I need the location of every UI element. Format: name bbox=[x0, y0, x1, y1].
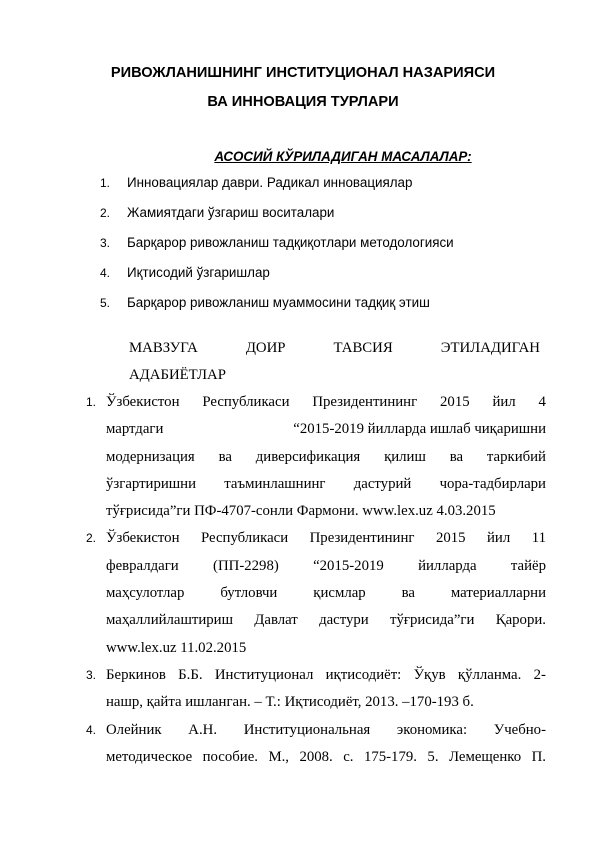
reference-word: тўғрисида”ги ПФ-4707-сонли Фармони. www.lex.uz 4.03.2015 bbox=[106, 503, 496, 520]
heading-word: ЭТИЛАДИГАН bbox=[440, 340, 540, 356]
reference-word: Ўзбекистон bbox=[106, 530, 180, 547]
reference-word: М., bbox=[268, 748, 289, 765]
reference-word: пособие. bbox=[202, 748, 258, 765]
reference-word: чора-тадбирлари bbox=[439, 475, 546, 492]
list-item-number: 4. bbox=[100, 266, 111, 280]
reference-word: (ПП-2298) bbox=[213, 557, 279, 574]
list-item bbox=[100, 288, 454, 318]
reference-word: Давлат bbox=[254, 612, 298, 629]
references-heading-line-2: АДАБИЁТЛАР bbox=[129, 367, 226, 383]
reference-word: мартдаги bbox=[106, 421, 164, 438]
heading-word: ДОИР bbox=[245, 340, 286, 356]
reference-word: с. bbox=[343, 748, 354, 765]
reference-word: қилиш bbox=[384, 448, 426, 465]
reference-word: Ўзбекистон bbox=[106, 394, 180, 410]
list-item-number: 2. bbox=[100, 206, 111, 220]
reference-word: А.Н. bbox=[188, 721, 218, 738]
reference-word: йилларда bbox=[418, 557, 477, 574]
references-heading-line-1 bbox=[129, 335, 540, 362]
reference-item bbox=[86, 662, 546, 717]
reference-word: 2015 bbox=[440, 394, 470, 410]
reference-word: дастурий bbox=[353, 475, 412, 492]
document-title-line-2: ВА ИННОВАЦИЯ ТУРЛАРИ bbox=[207, 94, 399, 110]
reference-word: “2015-2019 йилларда ишлаб чиқаришни bbox=[293, 421, 546, 438]
reference-word: Республикаси bbox=[200, 530, 289, 547]
reference-word: қисмлар bbox=[313, 585, 366, 602]
reference-word: маҳаллийлаштириш bbox=[106, 612, 233, 629]
reference-word: нашр, қайта ишланган. – Т.: Иқтисодиёт, 2013. –170-193 б. bbox=[106, 694, 474, 711]
reference-word: 11 bbox=[531, 530, 546, 547]
reference-word: Республикаси bbox=[202, 394, 290, 410]
reference-word: 2008. bbox=[299, 748, 333, 765]
reference-word: Қарори. bbox=[495, 612, 546, 629]
reference-word: Ўқув bbox=[413, 666, 446, 683]
reference-word: методическое bbox=[106, 748, 193, 765]
heading-word: МАВЗУГА bbox=[129, 340, 198, 356]
reference-line bbox=[106, 662, 546, 689]
reference-word: февралдаги bbox=[106, 557, 179, 574]
main-issues-list bbox=[100, 168, 454, 318]
reference-line bbox=[106, 635, 546, 662]
list-item-text: Инновациялар даври. Радикал инновациялар bbox=[127, 175, 413, 190]
reference-word: қўлланма. bbox=[457, 666, 522, 683]
reference-word: 175-179. bbox=[363, 748, 417, 765]
reference-line bbox=[106, 744, 546, 771]
main-issues-heading: АСОСИЙ КЎРИЛАДИГАН МАСАЛАЛАР: bbox=[214, 149, 472, 164]
reference-word: “2015-2019 bbox=[313, 557, 384, 574]
reference-word: 4 bbox=[538, 394, 546, 410]
reference-word: 2015 bbox=[435, 530, 466, 547]
reference-word: тайёр bbox=[510, 557, 546, 574]
reference-word: Лемещенко bbox=[448, 748, 522, 765]
reference-word: Б.Б. bbox=[178, 666, 203, 683]
reference-word: Институциональная bbox=[243, 721, 371, 738]
reference-word: 2- bbox=[533, 666, 546, 683]
reference-item bbox=[86, 389, 546, 525]
reference-word: диверсификация bbox=[255, 448, 361, 465]
reference-line bbox=[106, 416, 546, 443]
reference-line bbox=[106, 389, 546, 416]
reference-word: Учебно- bbox=[493, 721, 546, 738]
reference-word: ва bbox=[218, 448, 232, 465]
reference-word: П. bbox=[531, 748, 546, 765]
list-item-text: Барқарор ривожланиш тадқиқотлари методологияси bbox=[127, 235, 454, 250]
reference-word: йил bbox=[492, 394, 516, 410]
reference-line bbox=[106, 444, 546, 471]
references-heading bbox=[129, 335, 540, 389]
reference-word: дастури bbox=[319, 612, 369, 629]
reference-word: таъминлашнинг bbox=[224, 475, 326, 492]
reference-word: тўғрисида”ги bbox=[390, 612, 475, 629]
reference-line bbox=[106, 689, 546, 716]
reference-line bbox=[106, 580, 546, 607]
reference-word: маҳсулотлар bbox=[106, 585, 185, 602]
reference-word: иқтисодиёт: bbox=[325, 666, 402, 683]
reference-word: модернизация bbox=[106, 448, 195, 465]
list-item-number: 1. bbox=[100, 176, 111, 190]
reference-word: материалларни bbox=[450, 585, 546, 602]
list-item bbox=[100, 198, 454, 228]
reference-line bbox=[106, 525, 546, 552]
reference-word: ва bbox=[449, 448, 464, 465]
reference-number: 4. bbox=[86, 722, 97, 737]
reference-word: Президентининг bbox=[312, 394, 418, 410]
reference-word: 5. bbox=[427, 748, 439, 765]
reference-line bbox=[106, 498, 546, 525]
list-item bbox=[100, 228, 454, 258]
reference-number: 3. bbox=[86, 667, 97, 682]
reference-number: 2. bbox=[86, 531, 97, 546]
list-item bbox=[100, 168, 454, 198]
list-item-text: Жамиятдаги ўзгариш воситалари bbox=[127, 205, 335, 220]
reference-word: Институционал bbox=[214, 666, 314, 683]
reference-word: Беркинов bbox=[106, 666, 166, 683]
list-item bbox=[100, 258, 454, 288]
reference-word: Олейник bbox=[106, 721, 162, 738]
list-item-text: Барқарор ривожланиш муаммосини тадқиқ этиш bbox=[127, 295, 430, 310]
list-item-text: Иқтисодий ўзгаришлар bbox=[127, 265, 270, 280]
document-title-line-1: РИВОЖЛАНИШНИНГ ИНСТИТУЦИОНАЛ НАЗАРИЯСИ bbox=[110, 65, 496, 81]
reference-word: www.lex.uz 11.02.2015 bbox=[106, 639, 247, 656]
reference-number: 1. bbox=[86, 395, 97, 409]
reference-line bbox=[106, 553, 546, 580]
reference-word: Президентининг bbox=[309, 530, 415, 547]
reference-word: экономика: bbox=[396, 721, 468, 738]
reference-word: ва bbox=[401, 585, 415, 602]
reference-word: бутловчи bbox=[220, 585, 278, 602]
reference-item bbox=[86, 525, 546, 661]
reference-line bbox=[106, 607, 546, 634]
reference-line bbox=[106, 717, 546, 744]
reference-word: таркибий bbox=[486, 448, 546, 465]
references-list bbox=[86, 389, 546, 771]
reference-word: йил bbox=[487, 530, 511, 547]
reference-word: ўзгартиришни bbox=[106, 475, 197, 492]
reference-item bbox=[86, 717, 546, 772]
reference-line bbox=[106, 471, 546, 498]
list-item-number: 3. bbox=[100, 236, 111, 250]
list-item-number: 5. bbox=[100, 296, 111, 310]
heading-word: ТАВСИЯ bbox=[333, 340, 393, 356]
